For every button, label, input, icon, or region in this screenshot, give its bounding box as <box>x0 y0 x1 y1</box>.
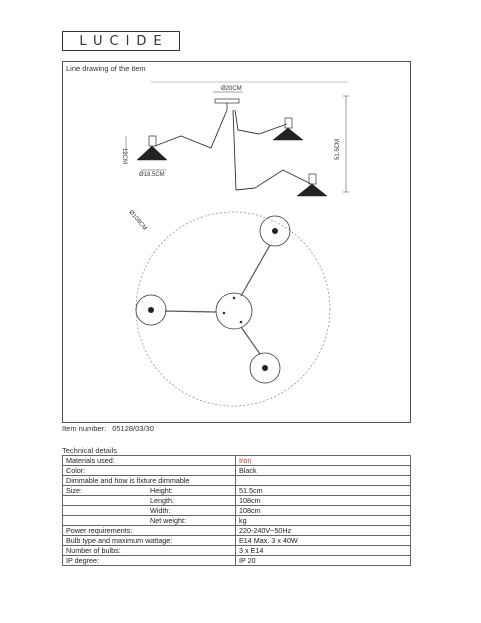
spec-label: Dimmable and how is fixture dimmable <box>66 476 190 485</box>
spec-label-cell <box>63 456 236 466</box>
item-number-value: 05128/03/30 <box>112 424 154 433</box>
canopy-dimension-label: Ø20CM <box>221 86 242 92</box>
spec-row <box>63 516 411 526</box>
spec-value <box>236 476 411 486</box>
upper-right-lamp-holder <box>285 118 292 128</box>
ceiling-canopy <box>215 99 239 103</box>
top-view-arm-3 <box>241 327 260 354</box>
spec-row <box>63 546 411 556</box>
spec-label-cell <box>63 506 236 516</box>
lower-right-arm <box>233 110 311 190</box>
canopy-hole-3 <box>240 321 243 324</box>
spec-row <box>63 486 411 496</box>
total-height-label: 51.5CM <box>335 138 341 160</box>
upper-right-lampshade <box>273 128 303 140</box>
span-circle <box>136 212 330 406</box>
spec-value: Iron <box>236 456 411 466</box>
upper-right-arm <box>235 110 287 134</box>
spec-label-cell <box>63 466 236 476</box>
spec-sublabel: Net weight: <box>150 516 186 525</box>
spec-label: IP degree: <box>66 556 100 565</box>
drawing-title: Line drawing of the item <box>66 64 146 73</box>
line-drawing-panel <box>62 61 411 423</box>
spec-row <box>63 506 411 516</box>
spec-value: E14 Max. 3 x 40W <box>236 536 411 546</box>
spec-label-cell <box>63 556 236 566</box>
line-drawing-svg <box>63 62 412 424</box>
spec-label-cell <box>63 546 236 556</box>
spec-value: IP 20 <box>236 556 411 566</box>
spec-row <box>63 536 411 546</box>
top-view-shade-1-center <box>272 228 278 234</box>
top-view-shade-3-center <box>262 365 268 371</box>
spec-label: Power requirements: <box>66 526 133 535</box>
brand-logo <box>62 31 180 51</box>
spec-value: 108cm <box>236 496 411 506</box>
spec-row <box>63 476 411 486</box>
lower-right-lamp-holder <box>309 174 316 184</box>
shade-height-label: 12CM <box>121 148 127 165</box>
canopy-hole-1 <box>233 297 236 300</box>
left-arm <box>155 110 227 148</box>
spec-label-cell <box>63 536 236 546</box>
spec-label-cell <box>63 486 236 496</box>
spec-sublabel: Length: <box>150 496 174 505</box>
left-lampshade <box>137 146 167 160</box>
technical-details-title: Technical details <box>62 446 118 455</box>
spec-value: 51.5cm <box>236 486 411 496</box>
spec-value: 108cm <box>236 506 411 516</box>
top-view-arm-2 <box>165 311 216 312</box>
spec-label-cell <box>63 476 236 486</box>
spec-row <box>63 556 411 566</box>
spec-sublabel: Height: <box>150 486 173 495</box>
spec-row <box>63 496 411 506</box>
item-number-label: Item number: <box>62 424 107 433</box>
top-view-shade-2-center <box>148 307 154 313</box>
spec-value: 220-240V~50Hz <box>236 526 411 536</box>
spec-row <box>63 456 411 466</box>
top-view-arm-1 <box>241 245 270 296</box>
spec-label: Color: <box>66 466 86 475</box>
spec-value: kg <box>236 516 411 526</box>
spec-label: Number of bulbs: <box>66 546 121 555</box>
spec-label: Size: <box>66 486 82 495</box>
spec-sublabel: Width: <box>150 506 171 515</box>
item-number <box>62 424 154 433</box>
spec-label-cell <box>63 496 236 506</box>
lower-right-lampshade <box>297 184 327 196</box>
spec-row <box>63 526 411 536</box>
spec-label: Bulb type and maximum wattage: <box>66 536 173 545</box>
spec-value: 3 x E14 <box>236 546 411 556</box>
span-diameter-label: Ø108CM <box>127 209 148 232</box>
shade-diameter-label: Ø18.5CM <box>139 172 165 178</box>
canopy-hole-2 <box>223 312 226 315</box>
left-lamp-holder <box>149 136 156 146</box>
spec-row <box>63 466 411 476</box>
spec-label-cell <box>63 516 236 526</box>
technical-details-table <box>62 455 411 566</box>
logo-text: LUCIDE <box>79 33 169 49</box>
spec-label: Materials used: <box>66 456 115 465</box>
spec-label-cell <box>63 526 236 536</box>
spec-value: Black <box>236 466 411 476</box>
